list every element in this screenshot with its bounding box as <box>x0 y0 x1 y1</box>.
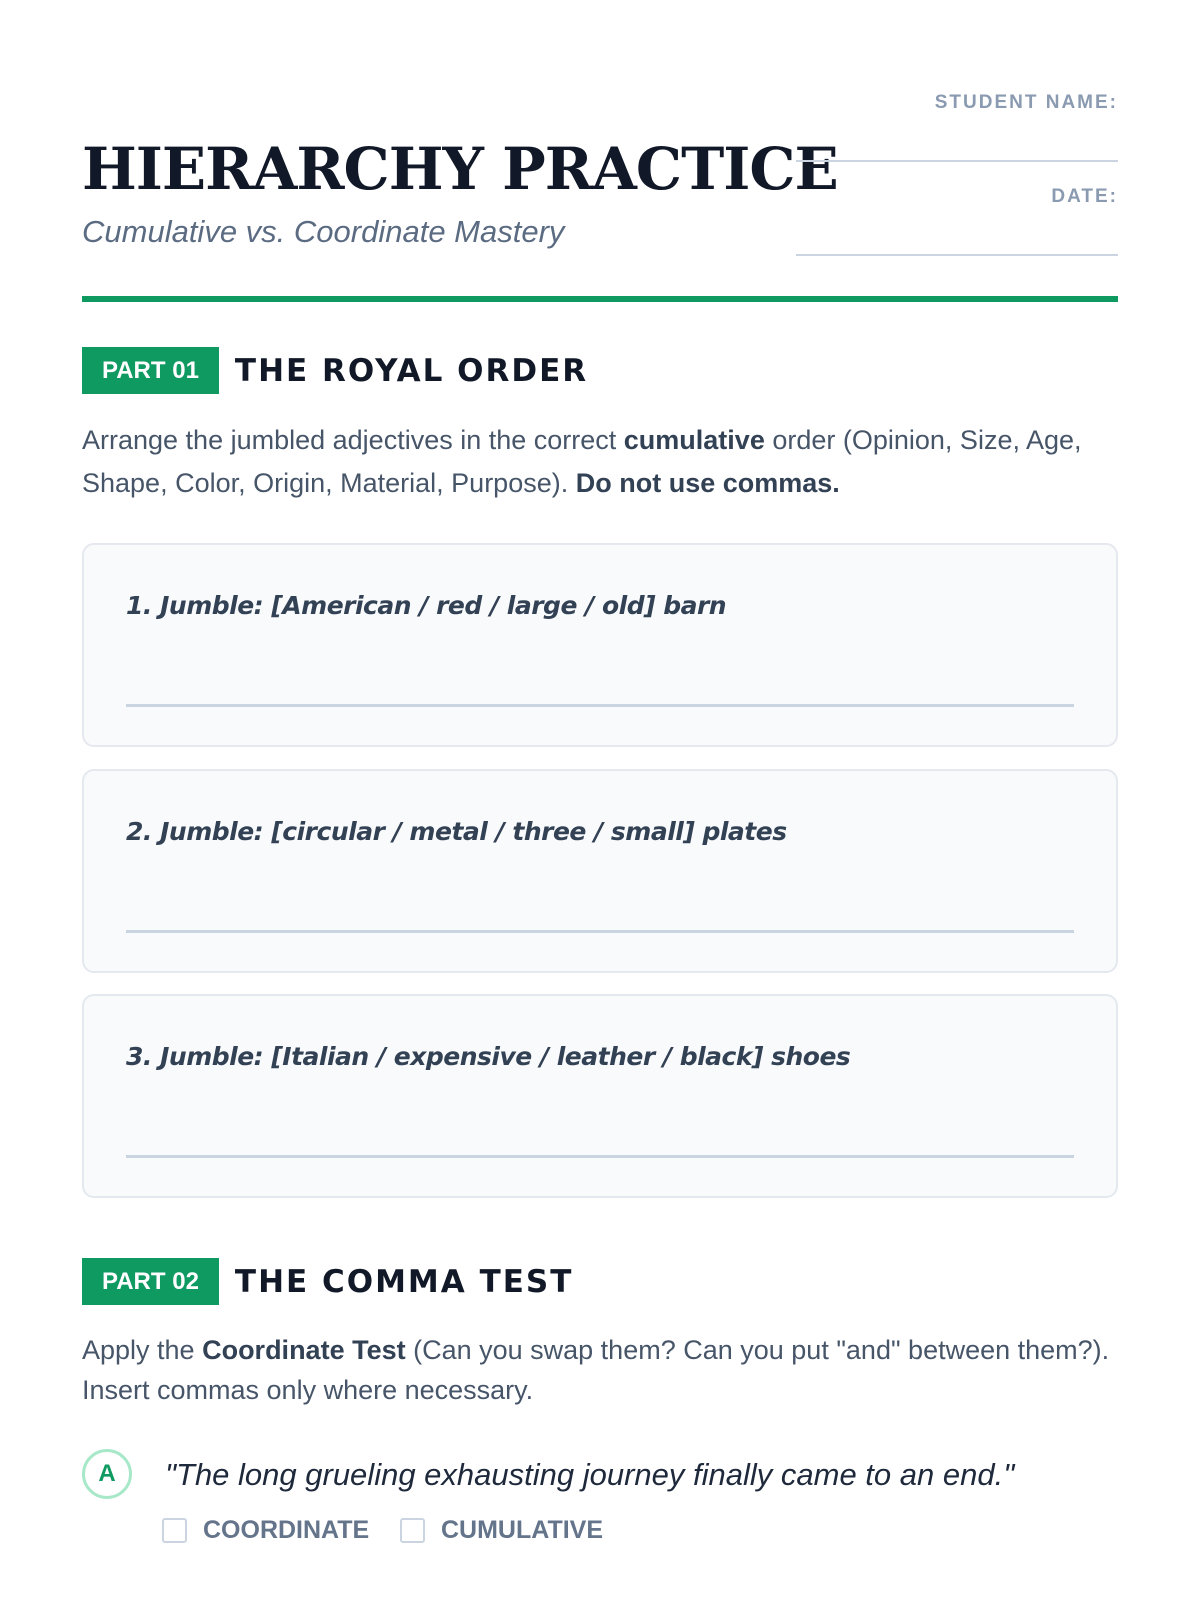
student-name-line[interactable] <box>796 160 1118 162</box>
jumble-prompt-3: 3. Jumble: [Italian / expensive / leather / black] shoes <box>126 1042 851 1071</box>
option-coordinate[interactable] <box>162 1516 369 1545</box>
worksheet-title: HIERARCHY PRACTICE <box>82 135 838 203</box>
date-field[interactable] <box>796 186 1118 208</box>
header-divider <box>82 296 1118 302</box>
jumble-prompt-2: 2. Jumble: [circular / metal / three / small] plates <box>126 817 787 846</box>
part-01-title: THE ROYAL ORDER <box>234 352 589 389</box>
student-name-label: STUDENT NAME: <box>934 92 1118 113</box>
part-02-heading <box>82 1258 573 1305</box>
part-02-instr-a: Apply the <box>82 1335 203 1365</box>
worksheet-subtitle: Cumulative vs. Coordinate Mastery <box>82 214 565 249</box>
answer-line-2[interactable] <box>126 930 1074 933</box>
part-01-instr-b: cumulative <box>623 425 765 455</box>
part-02-title: THE COMMA TEST <box>234 1263 574 1300</box>
date-label: DATE: <box>1051 186 1118 207</box>
cumulative-label: CUMULATIVE <box>441 1516 604 1544</box>
coordinate-label: COORDINATE <box>203 1516 370 1544</box>
student-name-field[interactable] <box>796 92 1118 114</box>
answer-line-3[interactable] <box>126 1155 1074 1158</box>
date-line[interactable] <box>796 254 1118 256</box>
part-01-instr-c: order (Opinion, Size, Age, Shape, Color, Origin, Material, Purpose). <box>82 425 1082 498</box>
item-sentence: "The long grueling exhausting journey finally came to an end." <box>165 1457 1015 1492</box>
answer-line-1[interactable] <box>126 704 1074 707</box>
cumulative-checkbox[interactable] <box>400 1518 425 1543</box>
jumble-box-2 <box>82 769 1118 973</box>
part-02-instr-b: Coordinate Test <box>202 1335 406 1365</box>
part-01-instr-a: Arrange the jumbled adjectives in the correct <box>82 425 624 455</box>
part-01-instr-d: Do not use commas. <box>575 468 840 498</box>
jumble-box-1 <box>82 543 1118 747</box>
option-cumulative[interactable] <box>400 1516 603 1545</box>
item-letter-badge: A <box>82 1449 132 1499</box>
jumble-prompt-1: 1. Jumble: [American / red / large / old] barn <box>126 591 727 620</box>
jumble-box-3 <box>82 994 1118 1198</box>
coordinate-checkbox[interactable] <box>162 1518 187 1543</box>
part-02-instr-c: (Can you swap them? Can you put "and" between them?). Insert commas only where necessary. <box>82 1335 1110 1405</box>
part-02-instructions <box>82 1330 1118 1410</box>
part-01-instructions <box>82 419 1118 505</box>
part-01-heading <box>82 347 588 394</box>
part-01-badge: PART 01 <box>82 347 219 394</box>
part-02-badge: PART 02 <box>82 1258 219 1305</box>
